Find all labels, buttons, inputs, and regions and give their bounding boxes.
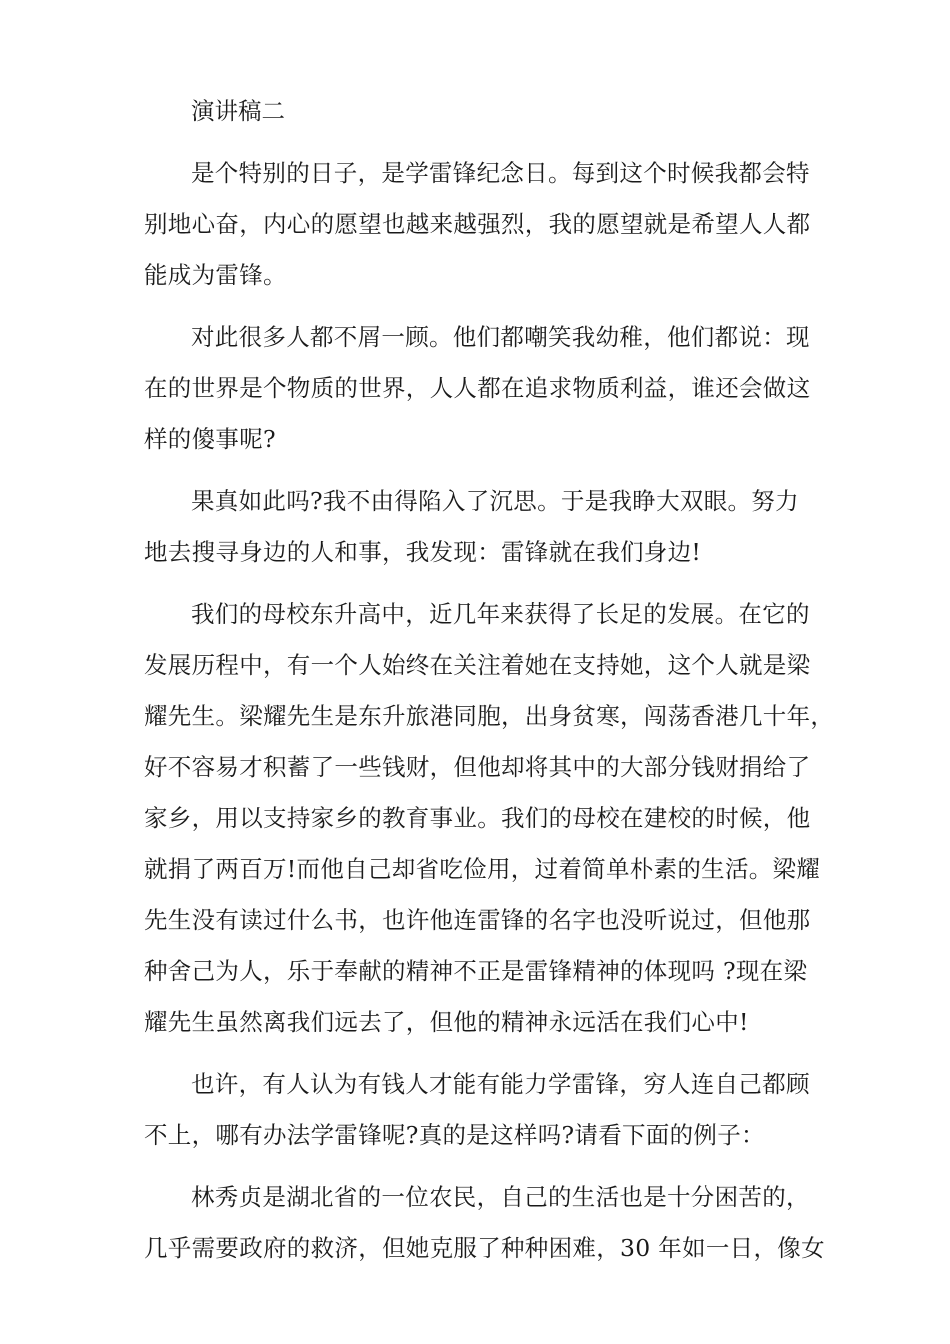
paragraph-line: 在的世界是个物质的世界，人人都在追求物质利益，谁还会做这 [144,374,811,402]
paragraph-line: 好不容易才积蓄了一些钱财，但他却将其中的大部分钱财捐给了 [144,753,811,781]
paragraph-line: 是个特别的日子，是学雷锋纪念日。每到这个时候我都会特 [191,159,810,187]
paragraph-line: 能成为雷锋。 [144,261,287,289]
paragraph-line: 别地心奋，内心的愿望也越来越强烈，我的愿望就是希望人人都 [144,210,811,238]
paragraph-line: 家乡，用以支持家乡的教育事业。我们的母校在建校的时候，他 [144,804,811,832]
paragraph [144,1172,825,1274]
paragraph-line: 种舍己为人，乐于奉献的精神不正是雷锋精神的体现吗 ?现在梁 [144,957,808,985]
paragraph-line: 地去搜寻身边的人和事，我发现：雷锋就在我们身边! [144,538,702,566]
paragraph [144,1059,816,1161]
paragraph [144,148,816,301]
paragraph-line: 耀先生虽然离我们远去了，但他的精神永远活在我们心中! [144,1008,749,1036]
paragraph-line: 也许，有人认为有钱人才能有能力学雷锋，穷人连自己都顾 [191,1070,810,1098]
paragraph-line: 就捐了两百万!而他自己却省吃俭用，过着简单朴素的生活。梁耀 [144,855,821,883]
paragraph [144,589,835,1048]
paragraph-line: 不上，哪有办法学雷锋呢?真的是这样吗?请看下面的例子： [144,1121,765,1149]
paragraph-line: 耀先生。梁耀先生是东升旅港同胞，出身贫寒，闯荡香港几十年， [144,702,835,730]
paragraph [144,312,816,465]
paragraph-list [144,148,835,1274]
paragraph-line: 对此很多人都不屑一顾。他们都嘲笑我幼稚，他们都说：现 [191,323,810,351]
paragraph-line: 林秀贞是湖北省的一位农民，自己的生活也是十分困苦的， [191,1183,810,1211]
paragraph-line: 果真如此吗?我不由得陷入了沉思。于是我睁大双眼。努力 [191,487,799,515]
document-title: 演讲稿二 [191,97,285,125]
document-body [144,86,835,1274]
paragraph-line: 发展历程中，有一个人始终在关注着她在支持她，这个人就是梁 [144,651,811,679]
paragraph-line: 先生没有读过什么书，也许他连雷锋的名字也没听说过，但他那 [144,906,811,934]
paragraph-line: 样的傻事呢? [144,425,276,453]
paragraph-line: 我们的母校东升高中，近几年来获得了长足的发展。在它的 [191,600,810,628]
paragraph [144,476,816,578]
paragraph-line: 几乎需要政府的救济，但她克服了种种困难，30 年如一日，像女 [144,1234,825,1262]
